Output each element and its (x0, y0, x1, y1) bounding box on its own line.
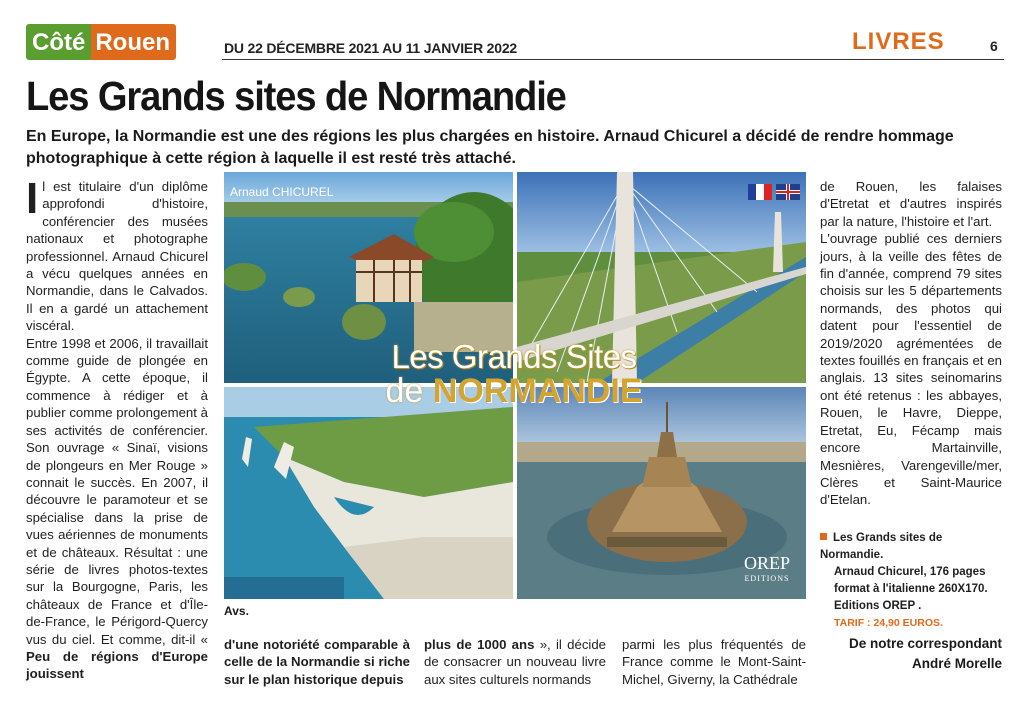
mill-photo (224, 172, 513, 383)
cover-title-line1: Les Grands Sites (391, 338, 637, 375)
drop-cap: I (26, 174, 39, 223)
col1-paragraph-1: l est titulaire d'un diplôme approfondi d'histoire, conférencier des musées nationaux et photographe professionnel. Arnaud Chicurel a vécu quelques années en Normandie, dans le Calvados. Il en a gardé un attachement viscéral. (26, 179, 208, 334)
infobox-price: TARIF : 24,90 EUROS. (834, 617, 943, 629)
infobox-format: format à l'italienne 260X170. (834, 583, 988, 595)
col2-bold: d'une notoriété comparable à celle de la Normandie si riche sur le plan historique depuis (224, 637, 410, 687)
publisher-name: OREP (743, 553, 790, 573)
article-column-2 (224, 636, 410, 688)
article-column-3 (424, 636, 606, 688)
newspaper-logo (26, 24, 176, 60)
mont-saint-michel-photo (517, 387, 806, 599)
article-lead: En Europe, la Normandie est une des régions les plus chargées en histoire. Arnaud Chicurel a décidé de rendre hommage photographique à cette région à laquelle il est resté très attaché. (26, 128, 954, 167)
section-rubric: LIVRES (852, 28, 945, 55)
article-title: Les Grands sites de Normandie (26, 73, 566, 119)
publisher-logo (744, 555, 790, 587)
book-infobox (820, 530, 1002, 632)
infobox-publisher: Editions OREP . (834, 600, 922, 612)
col3-text: », il décide de consacrer un nouveau livre aux sites culturels normands (424, 637, 607, 687)
uk-flag-icon (776, 184, 800, 200)
col1-paragraph-2: Entre 1998 et 2006, il travaillait comme guide de plongée en Égypte. A cette époque, il commence à rédiger et à publier comme prolongement à ses activités de conférencier. Son ouvrage « Sinaï, visions de plongeurs en Mer Rouge » connait le succès. En 2007, il découvre le paramoteur et se spécialise dans la prise de vues aériennes de monuments et de châteaux. Résultat : une série de livres photos-textes sur la Bourgogne, Paris, les châteaux de France et d'Île-de-France, le Périgord-Quercy vus du ciel. Et comme, dit-il « (26, 335, 208, 647)
article-column-4 (622, 636, 806, 688)
issue-dates: DU 22 DÉCEMBRE 2021 AU 11 JANVIER 2022 (224, 40, 518, 56)
col5-paragraph-2: L'ouvrage publié ces derniers jours, à la veille des fêtes de fin d'année, comprend 79 sites choisis sur les 5 départements normands, des photos qui datent pour l'essentiel de 2019/2020 agrémentées de textes fouillés en français et en anglais. 13 sites seinomarins ont été retenus : les abbayes, Rouen, le Havre, Dieppe, Etretat, Eu, Fécamp mais encore Martainville, Mesnières, Varengeville/mer, Clères et Saint-Maurice d'Etelan. (820, 231, 1002, 508)
col3-bold: plus de 1000 ans (424, 637, 535, 652)
publisher-sub: EDITIONS (744, 574, 790, 583)
article-column-5 (820, 178, 1002, 509)
infobox-author: Arnaud Chicurel, 176 pages (834, 566, 986, 578)
page-number: 6 (990, 38, 998, 54)
col5-paragraph-1: de Rouen, les falaises d'Etretat et d'autres inspirés par la nature, l'histoire et l'art. (820, 179, 1002, 229)
col1-quote-bold: Peu de régions d'Europe jouissent (26, 648, 208, 682)
header-rule (222, 59, 1004, 60)
cover-title-line2: NORMANDIE (432, 372, 643, 410)
logo-cote: Côté (26, 24, 91, 60)
article-column-1 (26, 174, 208, 683)
french-flag-icon (748, 184, 772, 200)
photo-caption: Avs. (224, 604, 249, 618)
col4-bottom-text: parmi les plus fréquentés de France comme le Mont-Saint-Michel, Giverny, la Cathédrale (622, 637, 806, 687)
byline-name: André Morelle (911, 656, 1002, 671)
language-flags (748, 184, 800, 200)
bridge-photo (517, 172, 806, 383)
orange-square-icon (820, 533, 827, 540)
etretat-photo (224, 387, 513, 599)
byline (820, 634, 1002, 674)
cover-author: Arnaud CHICUREL (230, 185, 334, 199)
infobox-title: Les Grands sites de Normandie. (820, 532, 943, 561)
byline-role: De notre correspondant (848, 636, 1002, 651)
book-cover-image (224, 172, 806, 599)
cover-title-de: de (385, 372, 424, 410)
logo-rouen: Rouen (91, 24, 176, 60)
page-header (26, 24, 1004, 62)
